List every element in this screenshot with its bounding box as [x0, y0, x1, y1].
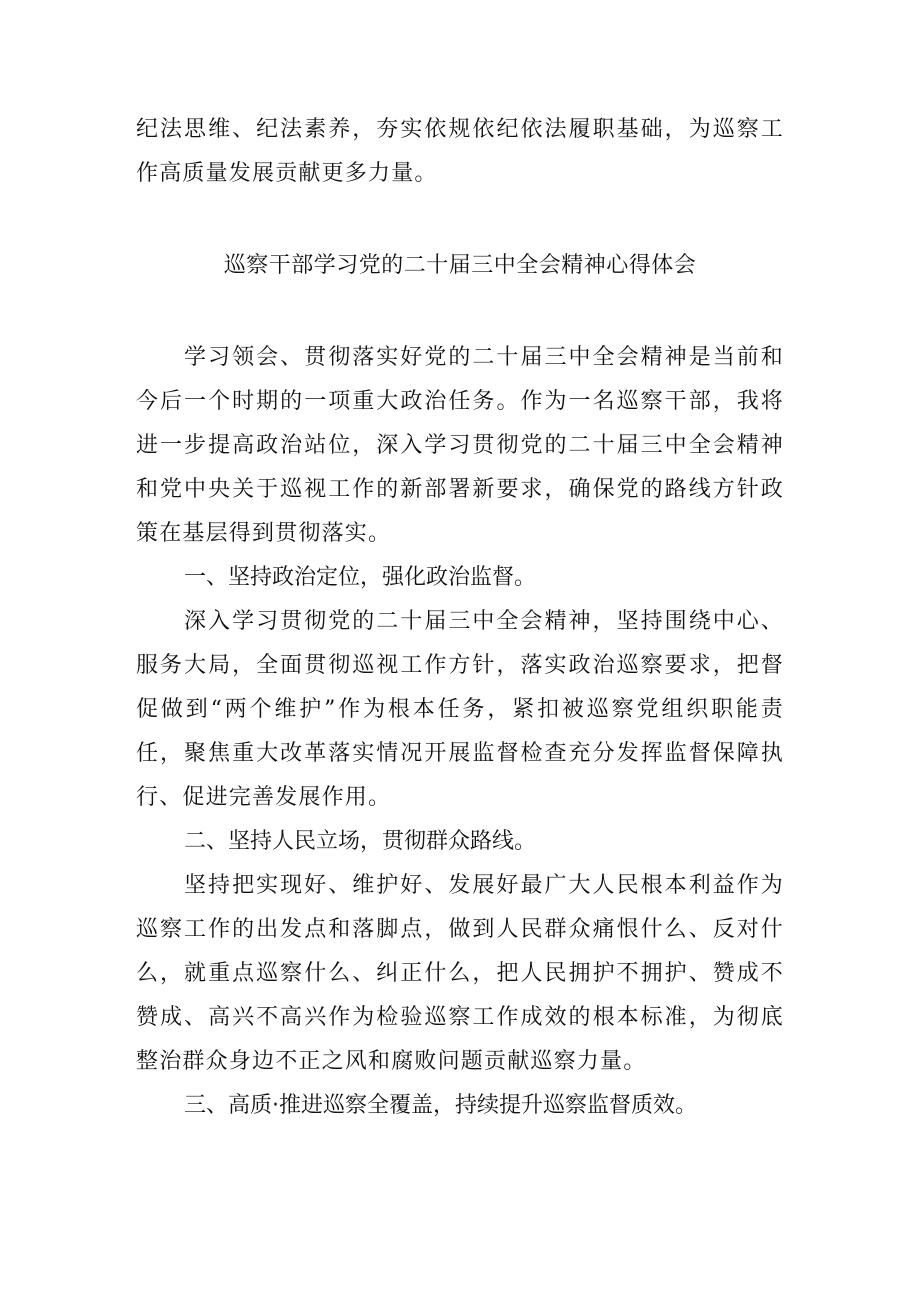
intro-paragraph: 学习领会、贯彻落实好党的二十届三中全会精神是当前和今后一个时期的一项重大政治任务。作为一名巡察干部，我将进一步提高政治站位，深入学习贯彻党的二十届三中全会精神和党中央关于巡视工作的新部署新要求，确保党的路线方针政策在基层得到贯彻落实。 [136, 345, 784, 546]
section-1-body: 深入学习贯彻党的二十届三中全会精神，坚持围绕中心、服务大局，全面贯彻巡视工作方针，落实政治巡察要求，把督促做到“两个维护”作为根本任务，紧扣被巡察党组织职能责任，聚焦重大改革落实情况开展监督检查充分发挥监督保障执行、促进完善发展作用。 [136, 609, 784, 810]
section-1-heading: 一、坚持政治定位，强化政治监督。 [184, 565, 537, 590]
section-2-body: 坚持把实现好、维护好、发展好最广大人民根本利益作为巡察工作的出发点和落脚点，做到人民群众痛恨什么、反对什么，就重点巡察什么、纠正什么，把人民拥护不拥护、赞成不赞成、高兴不高兴作为检验巡察工作成效的根本标准，为彻底整治群众身边不正之风和腐败问题贡献巡察力量。 [136, 873, 784, 1074]
section-3-heading: 三、高质·推进巡察全覆盖，持续提升巡察监督质效。 [184, 1093, 697, 1118]
document-title: 巡察干部学习党的二十届三中全会精神心得体会 [223, 253, 697, 278]
section-2-heading: 二、坚持人民立场，贯彻群众路线。 [184, 829, 537, 854]
continuation-paragraph: 纪法思维、纪法素养，夯实依规依纪依法履职基础，为巡察工作高质量发展贡献更多力量。 [136, 117, 784, 186]
